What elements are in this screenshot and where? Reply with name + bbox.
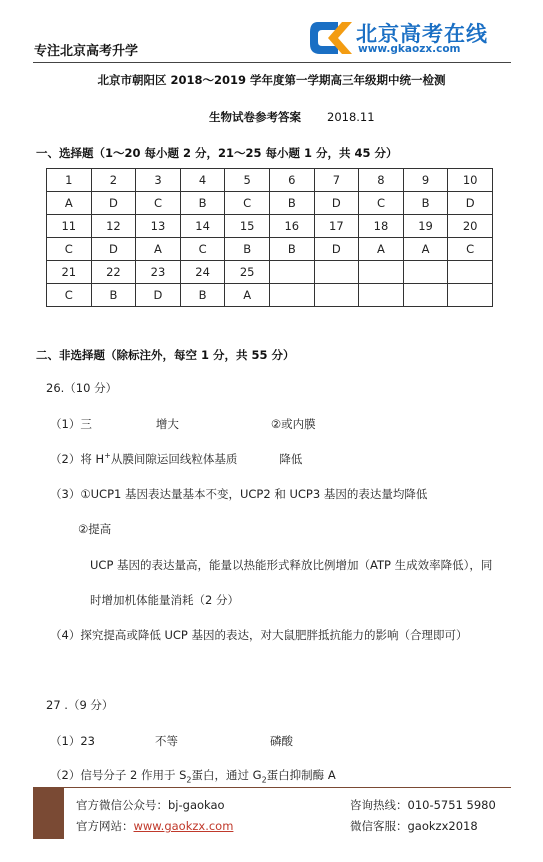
answer-table-row <box>47 169 493 192</box>
answer-table-cell: 5 <box>225 169 270 192</box>
answer-table-row <box>47 192 493 215</box>
q26-p2-answer-c: 降低 <box>279 452 303 466</box>
q27-p1-answer-a: （1）23 <box>50 734 95 748</box>
q27-p2-answer-c: 蛋白抑制酶 A <box>266 768 336 782</box>
answer-table-cell: D <box>314 192 359 215</box>
subtitle-text: 生物试卷参考答案 <box>209 110 301 124</box>
answer-table-cell <box>359 284 404 307</box>
q26-p2-answer-b: 从膜间隙运回线粒体基质 <box>110 452 238 466</box>
answer-table-cell: 2 <box>91 169 136 192</box>
answer-table-cell: 13 <box>136 215 181 238</box>
answer-table-cell: 15 <box>225 215 270 238</box>
answer-table-cell <box>359 261 404 284</box>
answer-table-cell: A <box>225 284 270 307</box>
answer-table-cell: A <box>47 192 92 215</box>
footer-color-block <box>33 787 64 839</box>
q26-p1-answer-c: ②或内膜 <box>270 417 316 431</box>
page-title: 北京市朝阳区 2018～2019 学年度第一学期高三年级期中统一检测 <box>97 73 446 87</box>
answer-table-cell <box>403 261 448 284</box>
q27-p2-answer-b: 蛋白，通过 G <box>191 768 262 782</box>
footer-website-link[interactable]: www.gaokzx.com <box>133 819 234 833</box>
answer-table-cell: B <box>91 284 136 307</box>
answer-table-cell: 24 <box>180 261 225 284</box>
footer-website-label: 官方网站： <box>76 819 134 833</box>
q27-p2-answer-a: （2）信号分子 2 作用于 S <box>50 768 187 782</box>
footer-service: 微信客服：gaokzx2018 <box>350 819 478 833</box>
answer-table-cell: C <box>47 284 92 307</box>
answer-table-cell: 23 <box>136 261 181 284</box>
section-heading-choice: 一、选择题（1～20 每小题 2 分，21～25 每小题 1 分，共 45 分） <box>36 146 398 160</box>
q26-p2-superscript: + <box>104 451 111 461</box>
answer-table-cell: B <box>180 192 225 215</box>
q26-p2-answer-a: （2）将 H <box>50 452 105 466</box>
logo-text: 北京高考在线 <box>356 22 488 46</box>
answer-table-cell: B <box>225 238 270 261</box>
answer-table-cell: 17 <box>314 215 359 238</box>
q26-part1 <box>50 416 316 432</box>
answer-table-cell: A <box>359 238 404 261</box>
q27-part1 <box>50 733 293 749</box>
answer-table-cell: 21 <box>47 261 92 284</box>
answer-table-row <box>47 284 493 307</box>
q27-p2-subscript-1: 2 <box>186 775 192 785</box>
answer-table-cell: A <box>403 238 448 261</box>
answer-table-row <box>47 215 493 238</box>
logo-url: www.gkaozx.com <box>358 43 461 55</box>
answer-table-cell: D <box>91 192 136 215</box>
q27-part2 <box>50 767 336 784</box>
page-footer <box>33 787 511 839</box>
answer-table-cell: 12 <box>91 215 136 238</box>
q26-part4: （4）探究提高或降低 UCP 基因的表达，对大鼠肥胖抵抗能力的影响（合理即可） <box>50 628 468 642</box>
logo-mark-icon <box>308 18 354 58</box>
answer-table-cell: 8 <box>359 169 404 192</box>
answer-table-cell: 3 <box>136 169 181 192</box>
answer-table-cell: D <box>136 284 181 307</box>
footer-hotline: 咨询热线：010-5751 5980 <box>350 798 496 812</box>
answer-table-cell: 1 <box>47 169 92 192</box>
answer-table-cell: B <box>180 284 225 307</box>
footer-divider <box>64 787 511 788</box>
answer-table-row <box>47 238 493 261</box>
answer-table-cell: C <box>136 192 181 215</box>
q26-part3-explanation-2: 时增加机体能量消耗（2 分） <box>90 593 239 607</box>
answer-table-cell: A <box>136 238 181 261</box>
answer-table-cell: C <box>225 192 270 215</box>
answer-table-cell: 7 <box>314 169 359 192</box>
answer-table-cell: 20 <box>448 215 493 238</box>
answer-table-cell: 18 <box>359 215 404 238</box>
answer-table-cell: D <box>91 238 136 261</box>
answer-table-cell <box>314 261 359 284</box>
q26-p1-label: （1）三 <box>50 417 92 431</box>
answer-table-cell: 22 <box>91 261 136 284</box>
q27-p2-subscript-2: 2 <box>261 775 267 785</box>
section-heading-nonchoice: 二、非选择题（除标注外，每空 1 分，共 55 分） <box>36 348 295 362</box>
answer-table-cell: C <box>448 238 493 261</box>
answer-table-cell <box>314 284 359 307</box>
answer-table-cell: 4 <box>180 169 225 192</box>
subtitle-date: 2018.11 <box>327 110 375 124</box>
answer-table-cell <box>403 284 448 307</box>
answer-table-cell: 25 <box>225 261 270 284</box>
footer-wechat: 官方微信公众号：bj-gaokao <box>76 798 225 812</box>
answer-table-cell: C <box>47 238 92 261</box>
q26-part3-explanation-1: UCP 基因的表达量高，能量以热能形式释放比例增加（ATP 生成效率降低），同 <box>90 558 493 572</box>
answer-table-cell: 14 <box>180 215 225 238</box>
q27-header: 27 .（9 分） <box>46 698 114 712</box>
answer-table-cell: D <box>314 238 359 261</box>
answer-table-cell <box>269 261 314 284</box>
q26-p1-answer-b: 增大 <box>155 417 179 431</box>
answer-table-cell: B <box>269 238 314 261</box>
answer-table-cell <box>448 284 493 307</box>
q26-part2 <box>50 451 302 467</box>
answer-table-cell: 10 <box>448 169 493 192</box>
answer-table-row <box>47 261 493 284</box>
header-divider <box>33 62 511 63</box>
page-subtitle <box>209 109 375 125</box>
answer-table-cell: 11 <box>47 215 92 238</box>
answer-table-cell: 16 <box>269 215 314 238</box>
answer-table-cell: 6 <box>269 169 314 192</box>
q26-part3-sub: ②提高 <box>78 522 112 536</box>
site-logo[interactable] <box>308 18 518 60</box>
answer-table-cell <box>448 261 493 284</box>
answer-table-cell: C <box>359 192 404 215</box>
answer-table-cell: 19 <box>403 215 448 238</box>
answer-table-cell: 9 <box>403 169 448 192</box>
q27-p1-answer-c: 磷酸 <box>269 734 293 748</box>
q27-p1-answer-b: 不等 <box>154 734 178 748</box>
answer-table-cell <box>269 284 314 307</box>
q26-header: 26.（10 分） <box>46 381 118 395</box>
answer-table-cell: B <box>403 192 448 215</box>
header-tagline: 专注北京高考升学 <box>34 44 139 59</box>
answer-table-cell: B <box>269 192 314 215</box>
answer-table <box>46 168 493 307</box>
answer-table-cell: D <box>448 192 493 215</box>
q26-part3: （3）①UCP1 基因表达量基本不变，UCP2 和 UCP3 基因的表达量均降低 <box>50 487 428 501</box>
answer-table-cell: C <box>180 238 225 261</box>
footer-website <box>76 818 233 834</box>
